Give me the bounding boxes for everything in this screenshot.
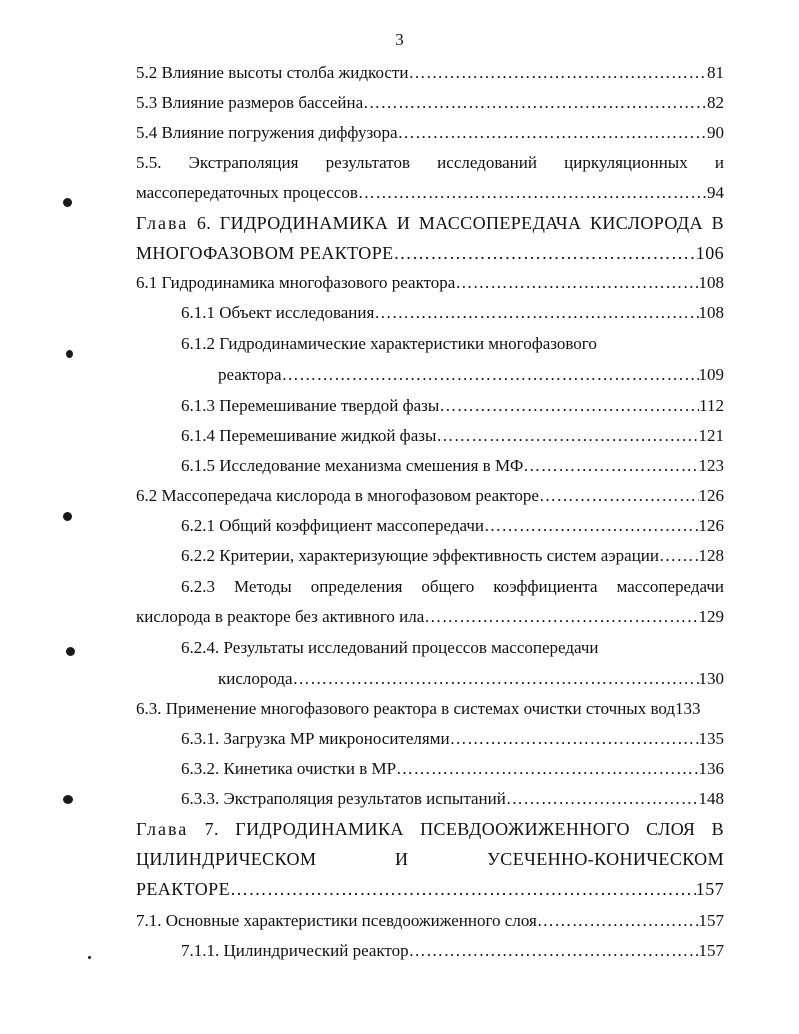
toc-page-number: 126 (698, 516, 724, 535)
toc-entry-6-2-4-line2 (218, 668, 724, 690)
toc-entry-title: 6.3.1. Загрузка МР микроносителями (181, 729, 450, 748)
toc-page-number: 130 (698, 669, 724, 688)
toc-page-number: 121 (698, 426, 724, 445)
toc-entry-title: РЕАКТОРЕ (136, 879, 230, 899)
binding-hole-mark (66, 350, 73, 358)
toc-page-number: 123 (698, 456, 724, 475)
binding-hole-mark (66, 647, 75, 656)
toc-entry-title: реактора (218, 365, 282, 384)
toc-entry-6-3: 6.3. Применение многофазового реактора в системах очистки сточных вод133 (136, 699, 701, 718)
toc-entry-5-3 (136, 92, 724, 114)
chapter-title: 7. ГИДРОДИНАМИКА ПСЕВДООЖИЖЕННОГО СЛОЯ В (204, 819, 724, 839)
toc-page-number: 112 (699, 396, 724, 415)
toc-entry-title: кислорода (218, 669, 293, 688)
toc-entry-6-3-2 (181, 758, 724, 780)
toc-page-number: 128 (698, 546, 724, 565)
toc-entry-6-2-4-line1: 6.2.4. Результаты исследований процессов массопередачи (181, 638, 599, 657)
toc-entry-6-1-5 (181, 455, 724, 477)
toc-entry-7-1-1 (181, 940, 724, 962)
toc-entry-6-2 (136, 485, 724, 507)
toc-entry-6-2-3-line2 (136, 606, 724, 628)
chapter-word: Глава (136, 819, 189, 839)
toc-entry-title: 6.1.3 Перемешивание твердой фазы (181, 396, 440, 415)
toc-entry-title: 5.2 Влияние высоты столба жидкости (136, 63, 409, 82)
toc-entry-title: 6.2.1 Общий коэффициент массопередачи (181, 516, 484, 535)
toc-entry-6-1-1 (181, 302, 724, 324)
toc-page-number: 126 (698, 486, 724, 505)
toc-entry-title: 5.3 Влияние размеров бассейна (136, 93, 364, 112)
toc-entry-6-2-3-line1: 6.2.3 Методы определения общего коэффициента массопередачи (181, 577, 724, 596)
toc-entry-6-1 (136, 272, 724, 294)
toc-entry-5-4 (136, 122, 724, 144)
toc-entry-title: 6.1.5 Исследование механизма смешения в МФ (181, 456, 524, 475)
binding-hole-mark (63, 198, 72, 207)
toc-entry-6-3-1 (181, 728, 724, 750)
toc-page-number: 129 (698, 607, 724, 626)
toc-entry-5-5-line2 (136, 182, 724, 204)
toc-page-number: 82 (707, 93, 724, 112)
toc-entry-6-1-2-line1: 6.1.2 Гидродинамические характеристики многофазового (181, 334, 597, 353)
chapter-7-heading-line3 (136, 878, 724, 900)
toc-entry-title: 7.1. Основные характеристики псевдоожиженного слоя (136, 911, 537, 930)
toc-entry-title: массопередаточных процессов (136, 183, 358, 202)
toc-page-number: 157 (698, 911, 724, 930)
toc-entry-6-2-1 (181, 515, 724, 537)
toc-page-number: 106 (695, 243, 724, 263)
toc-page-number: 157 (695, 879, 724, 899)
toc-entry-title: 6.1.1 Объект исследования (181, 303, 375, 322)
toc-entry-6-1-3 (181, 395, 724, 417)
toc-entry-6-3-3 (181, 788, 724, 810)
toc-page-number: 136 (698, 759, 724, 778)
chapter-6-heading-line1 (136, 212, 724, 234)
toc-page-number: 109 (698, 365, 724, 384)
toc-entry-5-5-line1: 5.5. Экстраполяция результатов исследований циркуляционных и (136, 153, 724, 172)
toc-entry-title: 6.1.4 Перемешивание жидкой фазы (181, 426, 437, 445)
toc-page-number: 157 (698, 941, 724, 960)
toc-entry-7-1 (136, 910, 724, 932)
toc-page-number: 81 (707, 63, 724, 82)
binding-hole-mark (63, 795, 73, 804)
chapter-title: 6. ГИДРОДИНАМИКА И МАССОПЕРЕДАЧА КИСЛОРОДА В (196, 213, 724, 233)
toc-entry-title: 6.1 Гидродинамика многофазового реактора (136, 273, 456, 292)
toc-entry-6-2-2 (181, 545, 724, 567)
binding-hole-mark (63, 512, 72, 521)
chapter-7-heading-line2: ЦИЛИНДРИЧЕСКОМ И УСЕЧЕННО-КОНИЧЕСКОМ (136, 849, 724, 869)
toc-entry-title: 6.3.2. Кинетика очистки в МР (181, 759, 397, 778)
toc-page-number: 108 (698, 303, 724, 322)
toc-page-number: 135 (698, 729, 724, 748)
toc-entry-title: кислорода в реакторе без активного ила (136, 607, 425, 626)
toc-page-number: 90 (707, 123, 724, 142)
scan-speck (88, 956, 91, 959)
toc-page-number: 94 (707, 183, 724, 202)
page-number: 3 (395, 30, 404, 49)
toc-entry-6-1-4 (181, 425, 724, 447)
toc-entry-title: 7.1.1. Цилиндрический реактор (181, 941, 409, 960)
chapter-6-heading-line2 (136, 242, 724, 264)
toc-entry-6-1-2-line2 (218, 364, 724, 386)
toc-entry-title: 6.2 Массопередача кислорода в многофазовом реакторе (136, 486, 539, 505)
toc-page-number: 148 (698, 789, 724, 808)
toc-entry-5-2 (136, 62, 724, 84)
chapter-word: Глава (136, 213, 189, 233)
toc-page-number: 108 (698, 273, 724, 292)
toc-entry-title: 5.4 Влияние погружения диффузора (136, 123, 398, 142)
chapter-7-heading-line1 (136, 818, 724, 840)
toc-entry-title: 6.2.2 Критерии, характеризующие эффективность систем аэрации (181, 546, 659, 565)
toc-entry-title: 6.3.3. Экстраполяция результатов испытаний (181, 789, 506, 808)
toc-entry-title: МНОГОФАЗОВОМ РЕАКТОРЕ (136, 243, 394, 263)
